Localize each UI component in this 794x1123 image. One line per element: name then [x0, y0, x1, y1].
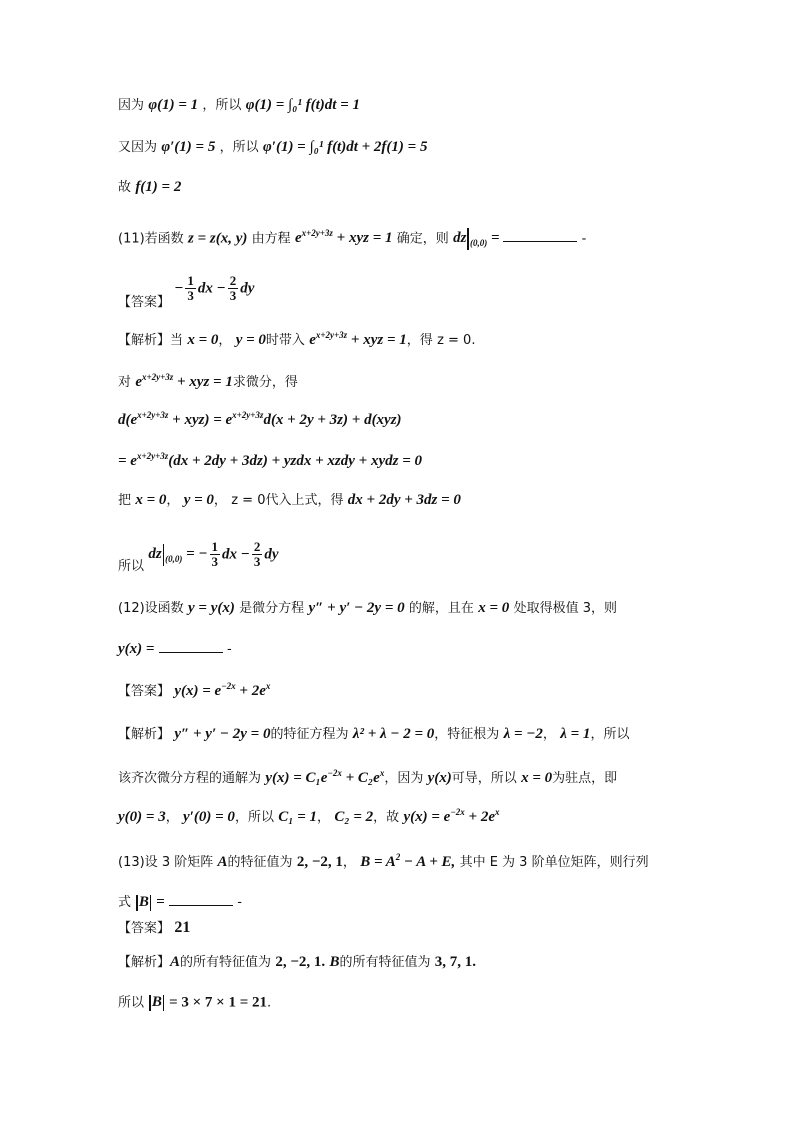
math: y(x) — [427, 770, 452, 786]
text: 代入上式，得 — [265, 493, 344, 508]
text: ， — [317, 810, 331, 825]
math: = 3 × 7 × 1 = 21 — [165, 994, 268, 1011]
text: ，故 — [373, 810, 400, 825]
math-part: x — [265, 681, 271, 691]
text: 确定，则 — [396, 231, 449, 247]
math: x = 0 — [135, 492, 167, 508]
q12-solution-1 — [118, 727, 629, 742]
q11-question — [118, 228, 586, 250]
math-part: (0,0) — [469, 238, 488, 249]
math: dx − — [222, 546, 250, 563]
text: 所以 — [118, 995, 145, 1011]
math: x = 0 — [478, 600, 510, 616]
fraction — [228, 274, 239, 304]
math-part: (dx + 2dy + 3dz) + yzdx + xzdy + xydz = 0 — [168, 453, 422, 469]
math-part: e — [294, 230, 302, 247]
text: 因为 — [118, 98, 145, 113]
math-part: y(x) = e — [403, 809, 451, 825]
math: C₁ = 1 — [278, 809, 318, 825]
line-phi-prime — [118, 140, 427, 155]
math-part: y(x) = e — [174, 683, 222, 699]
math: dx − — [197, 280, 226, 297]
math — [135, 894, 164, 910]
math-part: x+2y+3z — [232, 410, 264, 420]
numerator: 2 — [253, 539, 261, 554]
math: z = z(x, y) — [187, 230, 248, 247]
math-part: −2x — [221, 681, 236, 691]
fraction — [210, 540, 221, 570]
text: 其中 E 为 3 阶单位矩阵，则行列 — [459, 855, 649, 870]
answer-blank — [503, 229, 577, 242]
q12-number: (12)设函数 — [118, 601, 184, 616]
q12-answer — [118, 682, 270, 699]
math: B — [329, 954, 340, 970]
math: y = 0 — [183, 492, 214, 508]
math: y″ + y′ − 2y = 0 — [174, 726, 271, 742]
math-part: + xyz = 1 — [173, 374, 233, 390]
q11-solution-5 — [118, 493, 461, 508]
math: y = 0 — [235, 332, 266, 348]
text: ， — [166, 493, 180, 508]
text: 故 — [118, 180, 132, 195]
math — [148, 994, 165, 1010]
math — [135, 374, 233, 390]
math — [148, 546, 208, 565]
denominator: 3 — [253, 554, 261, 570]
text: 的特征值为 — [227, 855, 293, 870]
math: − — [174, 280, 184, 297]
answer-label: 【答案】 — [118, 295, 171, 311]
text: z = 0 — [437, 333, 472, 348]
math-part: (0,0) — [165, 554, 183, 565]
q11-solution-4 — [118, 452, 422, 469]
math: φ′(1) = ∫₀¹ f(t)dt + 2f(1) = 5 — [262, 139, 428, 155]
math — [118, 412, 402, 428]
text: ，因为 — [384, 771, 424, 786]
answer-blank — [169, 893, 233, 906]
math-part: + 2e — [464, 809, 496, 825]
det-bar — [149, 995, 151, 1011]
q11-solution-3 — [118, 411, 402, 428]
text: 当 — [170, 333, 184, 348]
text: ， — [342, 855, 356, 870]
text: 的解，且在 — [408, 601, 474, 616]
q13-answer — [118, 920, 190, 936]
text: 为驻点，即 — [552, 771, 618, 786]
math — [453, 230, 504, 249]
math: y″ + y′ − 2y = 0 — [308, 600, 405, 616]
denominator: 3 — [187, 288, 194, 304]
math-part: = — [152, 894, 165, 910]
text: ， — [165, 810, 179, 825]
math: y(0) = 3 — [118, 809, 166, 825]
math-part: x+2y+3z — [141, 372, 174, 382]
math-part: d(x + 2y + 3z) + d(xyz) — [263, 412, 402, 428]
math-part: e — [135, 374, 142, 390]
line-phi-1 — [118, 98, 360, 113]
math-part: B — [138, 894, 149, 910]
text: . — [471, 333, 476, 348]
solution-label: 【解析】 — [118, 333, 171, 348]
q12-question — [118, 601, 617, 616]
solution-label: 【解析】 — [118, 955, 171, 970]
text: - — [237, 895, 242, 910]
math-part: −2x — [450, 807, 465, 817]
math-part: dz — [148, 546, 162, 563]
eval-bar — [467, 228, 469, 250]
math: λ² + λ − 2 = 0 — [352, 726, 435, 742]
math-part: + C₂e — [341, 770, 380, 786]
math: 2, −2, 1. — [275, 954, 326, 970]
math — [118, 453, 422, 469]
text: z = 0 — [231, 493, 266, 508]
math-part: d(e — [118, 412, 138, 428]
text: 求微分，得 — [232, 375, 298, 390]
math: A — [217, 854, 228, 870]
math-part: + xyz = 1 — [332, 230, 393, 247]
numerator: 1 — [187, 273, 194, 288]
q13-question — [118, 853, 649, 870]
math: f(1) = 2 — [135, 179, 182, 195]
q11-number: (11)若函数 — [118, 231, 184, 247]
q11-solution-2 — [118, 373, 298, 390]
math — [295, 230, 393, 246]
math-part: 2 — [395, 852, 401, 862]
math-part: − A + E, — [400, 854, 456, 870]
text: 时带入 — [265, 333, 305, 348]
math-part: x+2y+3z — [315, 330, 348, 340]
math-part: x+2y+3z — [301, 228, 333, 239]
math: λ = 1 — [560, 726, 591, 742]
math: dy — [264, 546, 279, 563]
math-part: −2x — [327, 768, 342, 778]
q12-solution-2 — [118, 769, 617, 786]
math-part: B = A — [360, 854, 396, 870]
q12-solution-3 — [118, 808, 500, 825]
q11-solution-6 — [118, 539, 279, 575]
math-part: + xyz = 1 — [347, 332, 407, 348]
text: ， — [218, 333, 232, 348]
math: y = y(x) — [187, 600, 235, 616]
q13-solution-1 — [118, 955, 476, 970]
text: ，得 — [406, 333, 433, 348]
math: y(x) = — [118, 641, 155, 657]
math-part: x+2y+3z — [136, 451, 169, 461]
math-part: x+2y+3z — [137, 410, 169, 420]
text: . — [267, 995, 272, 1011]
math: x = 0 — [521, 770, 553, 786]
text: ， — [213, 493, 227, 508]
math: φ(1) = 1 — [148, 97, 199, 113]
math-part: + 2e — [235, 683, 266, 699]
math-part: x — [379, 768, 385, 778]
det-bar — [136, 895, 138, 911]
math: φ′(1) = 5 — [161, 139, 216, 155]
answer-label: 【答案】 — [118, 921, 171, 936]
math: A — [170, 954, 181, 970]
text: 对 — [118, 375, 132, 390]
math: φ(1) = ∫₀¹ f(t)dt = 1 — [245, 97, 360, 113]
text: 由方程 — [251, 231, 291, 247]
q13-number: (13)设 3 阶矩阵 — [118, 855, 214, 870]
math — [360, 854, 455, 870]
solution-label: 【解析】 — [118, 727, 171, 742]
fraction — [185, 274, 196, 304]
text: 的所有特征值为 — [339, 955, 431, 970]
text: - — [227, 642, 232, 657]
text: ，特征根为 — [434, 727, 500, 742]
text: ， — [542, 727, 556, 742]
numerator: 2 — [229, 273, 237, 288]
text: ，所以 — [202, 98, 242, 113]
text: 可导，所以 — [451, 771, 517, 786]
math — [403, 809, 499, 825]
answer-value: 21 — [174, 919, 191, 936]
fraction — [252, 540, 263, 570]
q11-solution-1 — [118, 331, 475, 348]
text: 又因为 — [118, 140, 158, 155]
text: 的所有特征值为 — [180, 955, 272, 970]
math-part: + xyz) = e — [168, 412, 233, 428]
text: 式 — [118, 895, 132, 910]
math — [309, 332, 407, 348]
answer-label: 【答案】 — [118, 684, 171, 699]
line-f1 — [118, 180, 181, 195]
answer-blank — [159, 640, 223, 653]
numerator: 1 — [211, 539, 219, 554]
math-part: = — [487, 230, 504, 247]
math: dx + 2dy + 3dz = 0 — [347, 492, 461, 508]
text: ，所以 — [590, 727, 630, 742]
math: x = 0 — [187, 332, 219, 348]
math: C₂ = 2 — [334, 809, 374, 825]
math-part: = − — [182, 546, 208, 563]
q12-question-2 — [118, 640, 232, 657]
math: λ = −2 — [503, 726, 543, 742]
q13-solution-2 — [118, 995, 271, 1011]
text: 该齐次微分方程的通解为 — [118, 771, 262, 786]
math-part: x — [495, 807, 500, 817]
text: ，所以 — [234, 810, 274, 825]
q11-answer — [118, 273, 255, 311]
text: 所以 — [118, 559, 145, 575]
eval-bar — [163, 544, 165, 566]
math: dy — [240, 280, 255, 297]
text: 处取得极值 3，则 — [513, 601, 617, 616]
math: 2, −2, 1 — [296, 854, 343, 870]
denominator: 3 — [229, 288, 237, 304]
math-part: dz — [453, 230, 467, 247]
math-part: = e — [118, 453, 137, 469]
text: 的特征方程为 — [270, 727, 349, 742]
math: 3, 7, 1. — [434, 954, 477, 970]
math — [265, 770, 384, 786]
math-part: y(x) = C₁e — [265, 770, 328, 786]
math-part: B — [151, 994, 162, 1011]
text: - — [581, 231, 587, 247]
math — [174, 683, 270, 699]
q13-question-2 — [118, 893, 242, 911]
text: 把 — [118, 493, 132, 508]
denominator: 3 — [211, 554, 219, 570]
text: 是微分方程 — [239, 601, 305, 616]
math-part: e — [309, 332, 316, 348]
text: ，所以 — [219, 140, 259, 155]
math: y′(0) = 0 — [183, 809, 235, 825]
